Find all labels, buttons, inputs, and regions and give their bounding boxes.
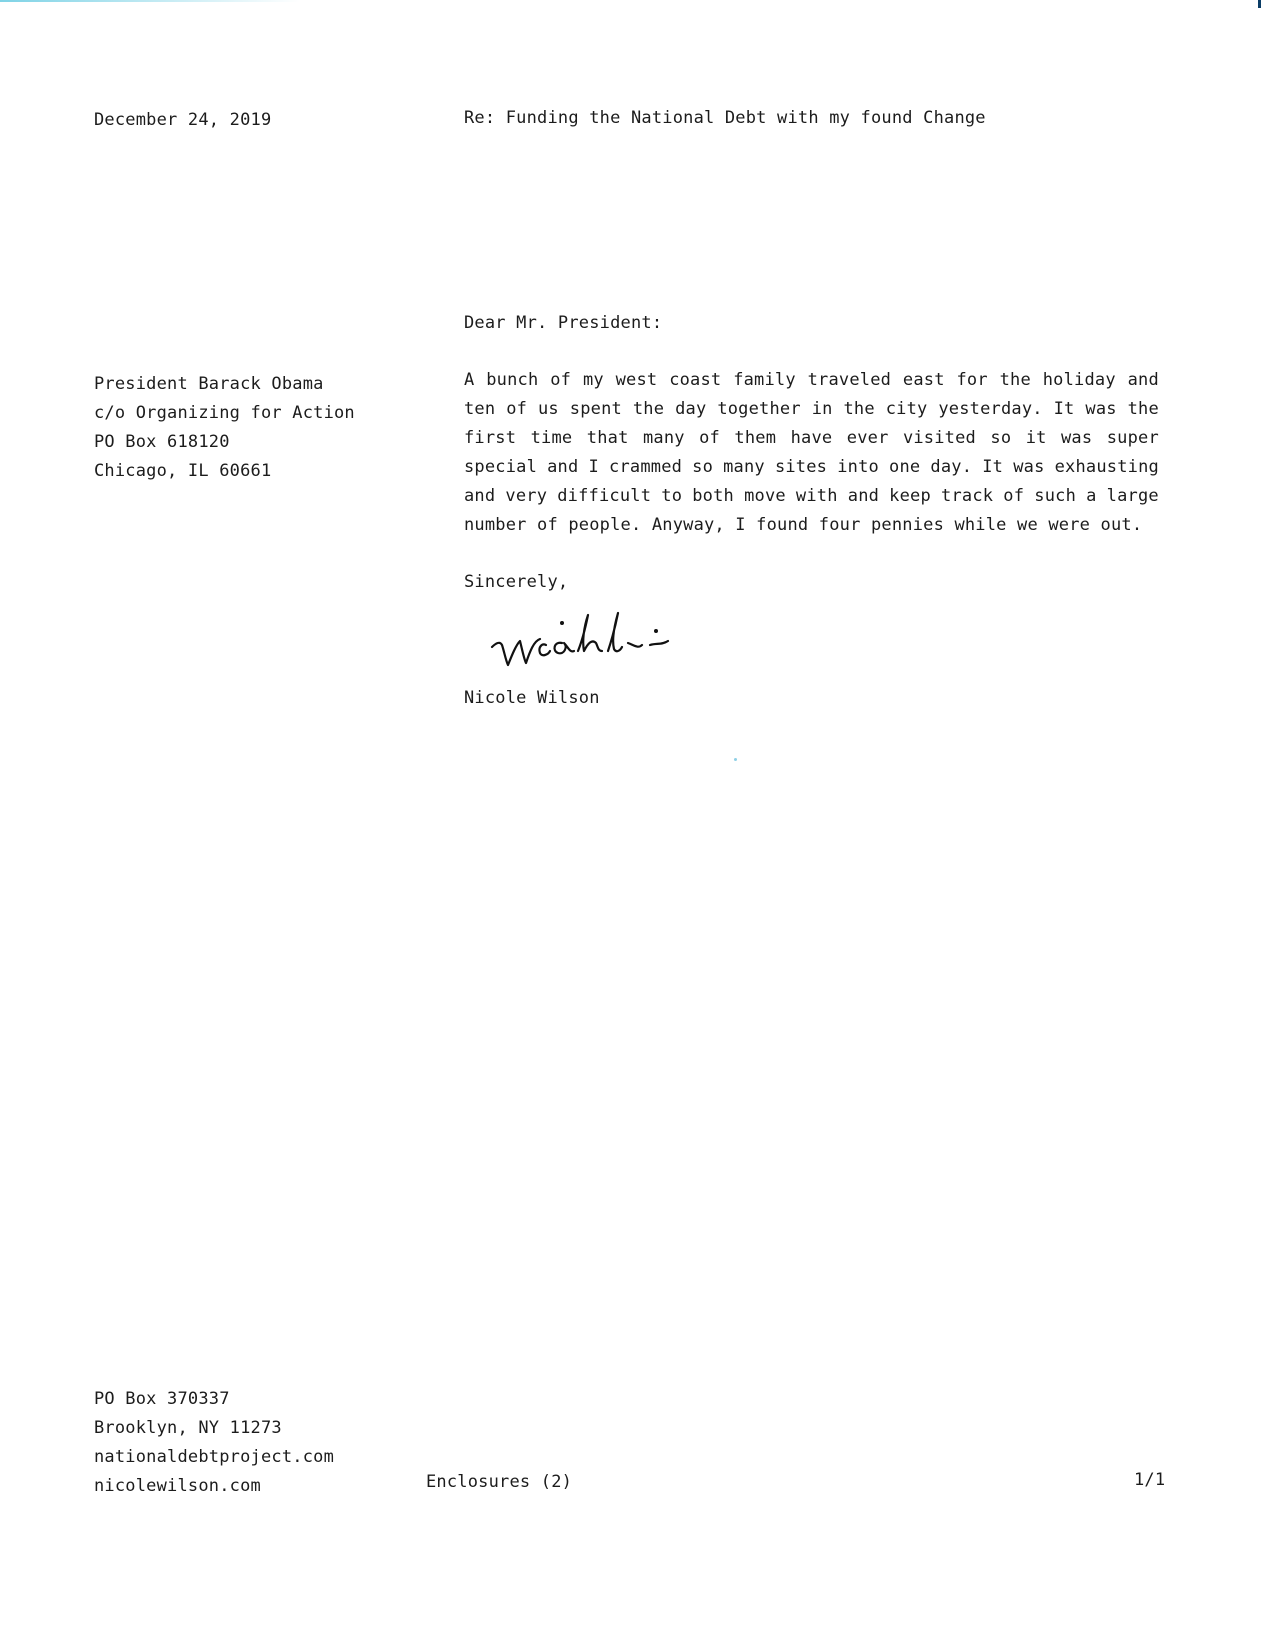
closing: Sincerely,: [464, 572, 569, 592]
recipient-line: Chicago, IL 60661: [94, 461, 272, 481]
sender-line: nationaldebtproject.com: [94, 1447, 335, 1467]
body-line: A bunch of my west coast family traveled east for the holiday and: [464, 370, 1159, 390]
scan-speck: [734, 758, 737, 761]
letter-body: [464, 366, 1164, 540]
body-line: special and I crammed so many sites into one day. It was exhausting: [464, 457, 1159, 477]
sender-line: nicolewilson.com: [94, 1476, 261, 1496]
enclosures-note: Enclosures (2): [426, 1472, 573, 1492]
recipient-line: PO Box 618120: [94, 432, 230, 452]
letter-subject: Re: Funding the National Debt with my found Change: [464, 108, 986, 128]
recipient-line: President Barack Obama: [94, 374, 324, 394]
body-line: number of people. Anyway, I found four pennies while we were out.: [464, 515, 1143, 535]
scan-edge-top: [0, 0, 300, 2]
scan-edge-mark: [1258, 0, 1261, 8]
body-line: first time that many of them have ever visited so it was super: [464, 428, 1159, 448]
sender-line: Brooklyn, NY 11273: [94, 1418, 282, 1438]
signature-image: [488, 605, 728, 675]
letter-date: December 24, 2019: [94, 110, 272, 130]
page-number: 1/1: [1134, 1470, 1166, 1490]
body-line: ten of us spent the day together in the city yesterday. It was the: [464, 399, 1159, 419]
recipient-line: c/o Organizing for Action: [94, 403, 355, 423]
sender-address: [94, 1385, 334, 1501]
body-line: and very difficult to both move with and keep track of such a large: [464, 486, 1159, 506]
signer-name: Nicole Wilson: [464, 688, 600, 708]
salutation: Dear Mr. President:: [464, 313, 663, 333]
recipient-address: [94, 370, 355, 486]
sender-line: PO Box 370337: [94, 1389, 230, 1409]
